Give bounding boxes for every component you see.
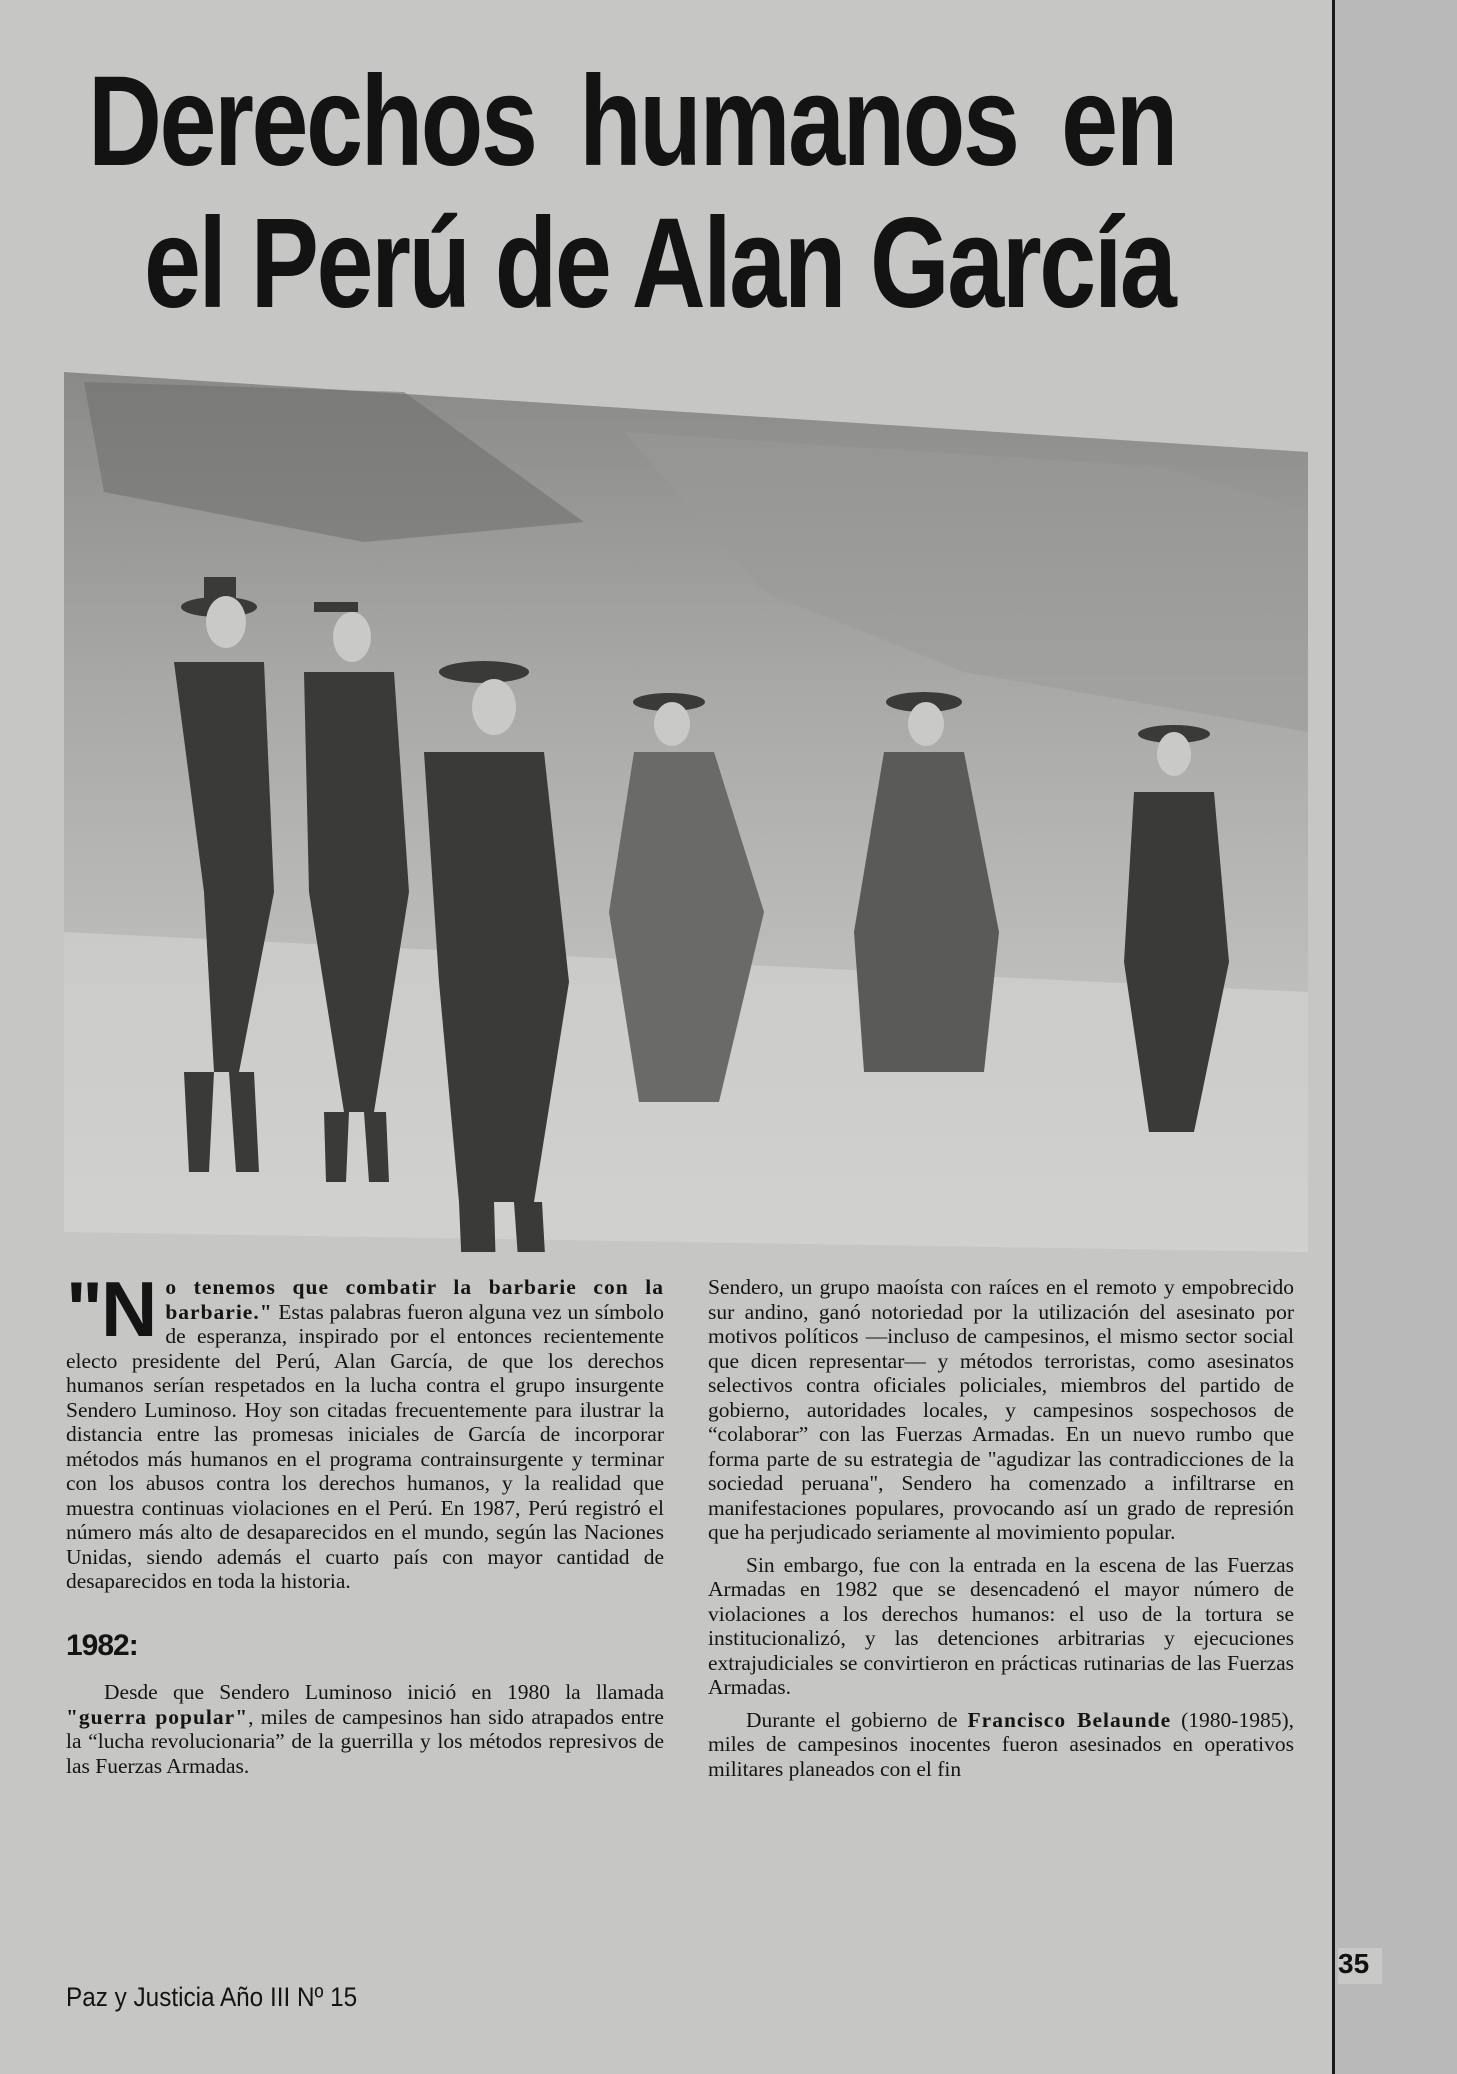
article-column-2 [708,1275,1294,1781]
paragraph-4: Sin embargo, fue con la entrada en la escena de las Fuerzas Armadas en 1982 que se desencadenó el mayor número de violaciones a los derechos humanos: el uso de la tortura se institucionalizó, y las detenciones arbitrarias y ejecuciones extrajudiciales se convirtieron en prácticas rutinarias de las Fuerzas Armadas. [708,1552,1294,1699]
article-photo [64,372,1308,1252]
article-column-1 [66,1265,664,1778]
photo-peasants-illustration [64,372,1308,1252]
lead-quote: o tenemos que combatir la barbarie con la barbarie." [165,1275,664,1324]
headline-line-1: Derechos humanos en [88,50,1176,193]
paragraph-2 [66,1680,664,1778]
page-number: 35 [1338,1948,1382,1984]
paragraph-5-text-a: Durante el gobierno de [746,1707,968,1732]
headline-line-2: el Perú de Alan García [144,192,1175,335]
section-heading: 1982: [66,1628,138,1662]
paragraph-5-bold: Francisco Belaunde [967,1707,1172,1732]
paragraph-2-text-b: , miles de campesinos han sido atrapados entre la “lucha revolucionaria” de la guerrilla y los métodos represivos de las Fuerzas Armadas. [66,1704,664,1778]
paragraph-3: Sendero, un grupo maoísta con raíces en el remoto y empobrecido sur andino, ganó notoriedad por la utilización del asesinato por motivos políticos —incluso de campesinos, el mismo sector social que dicen representar— y métodos terroristas, como asesinatos selectivos contra oficiales policiales, miembros del partido de gobierno, autoridades locales, y campesinos sospechosos de “colaborar” con las Fuerzas Armadas. En un nuevo rumbo que forma parte de su estrategia de "agudizar las contradicciones de la sociedad peruana", Sendero ha comenzado a infiltrarse en manifestaciones populares, provocando así un grado de represión que ha perjudicado seriamente al movimiento popular. [708,1275,1294,1544]
publication-footer: Paz y Justicia Año III Nº 15 [66,1982,358,2012]
paragraph-5 [708,1708,1294,1782]
drop-cap: "N [66,1265,156,1353]
paragraph-5-text-b: (1980-1985), miles de campesinos inocentes fueron asesinados en operativos militares planeados con el fin [708,1707,1294,1781]
paragraph-1 [66,1265,664,1594]
paragraph-2-bold: "guerra popular" [66,1704,249,1729]
paragraph-1-text: Estas palabras fueron alguna vez un símbolo de esperanza, inspirado por el entonces recientemente electo presidente del Perú, Alan García, de que los derechos humanos serían respetados en la lucha contra el grupo insurgente Sendero Luminoso. Hoy son citadas frecuentemente para ilustrar la distancia entre las promesas iniciales de García de incorporar métodos más humanos en el programa contrainsurgente y terminar con los abusos contra los derechos humanos, y la realidad que muestra continuas violaciones en el Perú. En 1987, Perú registró el número más alto de desaparecidos en el mundo, según las Naciones Unidas, siendo además el cuarto país con mayor cantidad de desaparecidos en toda la historia. [66,1299,664,1593]
page-margin [1335,0,1457,2074]
paragraph-2-text-a: Desde que Sendero Luminoso inició en 1980 la llamada [104,1680,664,1704]
